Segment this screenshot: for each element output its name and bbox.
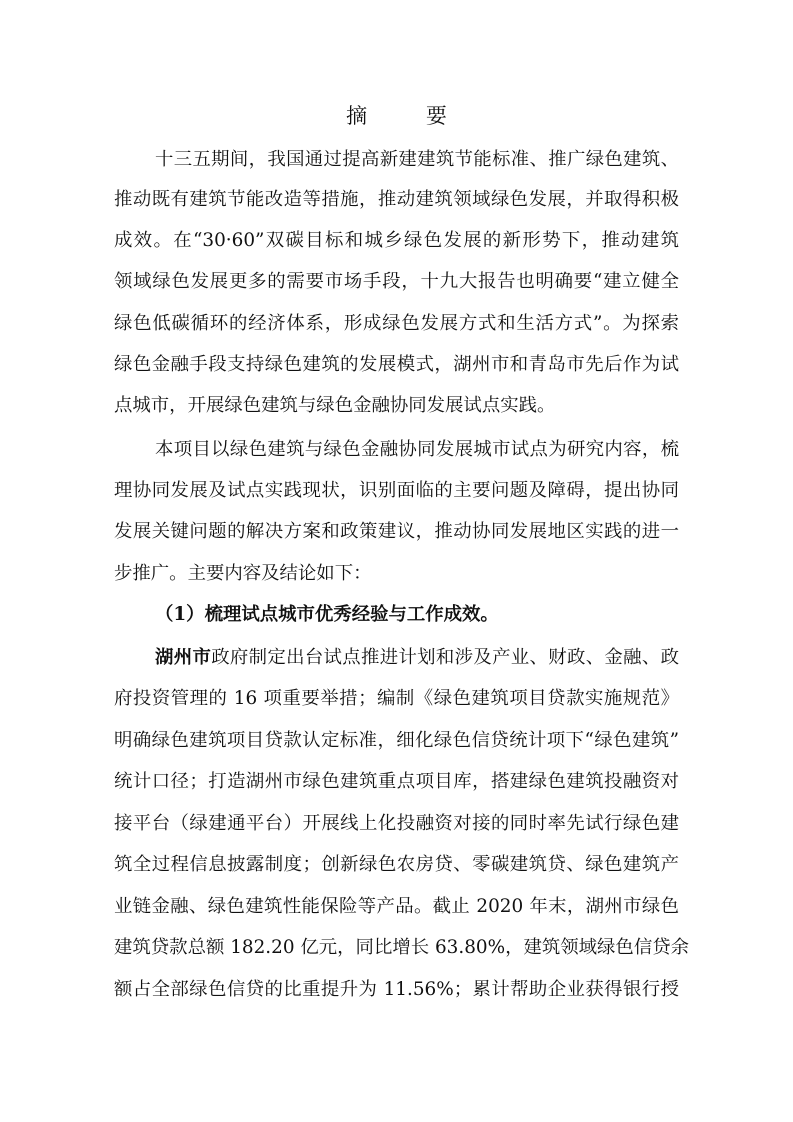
paragraph-3-line: 额占全部绿色信贷的比重提升为 11.56%；累计帮助企业获得银行授	[114, 979, 679, 1000]
paragraph-3-line: 建筑贷款总额 182.20 亿元，同比增长 63.80%，建筑领域绿色信贷余	[114, 937, 689, 958]
paragraph-3-line: 业链金融、绿色建筑性能保险等产品。截止 2020 年末，湖州市绿色	[114, 896, 679, 917]
paragraph-3-line: 统计口径；打造湖州市绿色建筑重点项目库，搭建绿色建筑投融资对	[114, 771, 679, 792]
paragraph-3-line: 明确绿色建筑项目贷款认定标准，细化绿色信贷统计项下“绿色建筑”	[114, 730, 679, 751]
paragraph-1-line: 成效。在“30·60”双碳目标和城乡绿色发展的新形势下，推动建筑	[114, 230, 679, 251]
paragraph-3-line: 府投资管理的 16 项重要举措；编制《绿色建筑项目贷款实施规范》	[114, 688, 679, 709]
paragraph-3-line: 接平台（绿建通平台）开展线上化投融资对接的同时率先试行绿色建	[114, 813, 679, 834]
paragraph-1-line: 领域绿色发展更多的需要市场手段，十九大报告也明确要“建立健全	[114, 271, 679, 292]
paragraph-1-line: 绿色低碳循环的经济体系，形成绿色发展方式和生活方式”。为探索	[114, 313, 679, 334]
city-name-lead: 湖州市	[155, 647, 212, 668]
paragraph-2-line: 发展关键问题的解决方案和政策建议，推动协同发展地区实践的进一	[114, 521, 679, 542]
paragraph-3-line-rest: 政府制定出台试点推进计划和涉及产业、财政、金融、政	[211, 647, 679, 668]
paragraph-2-line: 步推广。主要内容及结论如下：	[114, 563, 372, 584]
page-title: 摘 要	[346, 104, 473, 128]
paragraph-3-line: 筑全过程信息披露制度；创新绿色农房贷、零碳建筑贷、绿色建筑产	[114, 854, 679, 875]
paragraph-2-line: 本项目以绿色建筑与绿色金融协同发展城市试点为研究内容，梳	[155, 439, 679, 460]
paragraph-2-line: 理协同发展及试点实践现状，识别面临的主要问题及障碍，提出协同	[114, 480, 679, 501]
paragraph-1-line: 推动既有建筑节能改造等措施，推动建筑领域绿色发展，并取得积极	[114, 189, 679, 210]
section-1-heading: （1）梳理试点城市优秀经验与工作成效。	[155, 604, 499, 625]
paragraph-1-line: 绿色金融手段支持绿色建筑的发展模式，湖州市和青岛市先后作为试	[114, 354, 679, 375]
paragraph-1-line: 十三五期间，我国通过提高新建建筑节能标准、推广绿色建筑、	[155, 149, 679, 170]
paragraph-1-line: 点城市，开展绿色建筑与绿色金融协同发展试点实践。	[114, 395, 556, 416]
paragraph-3-line	[155, 644, 679, 672]
